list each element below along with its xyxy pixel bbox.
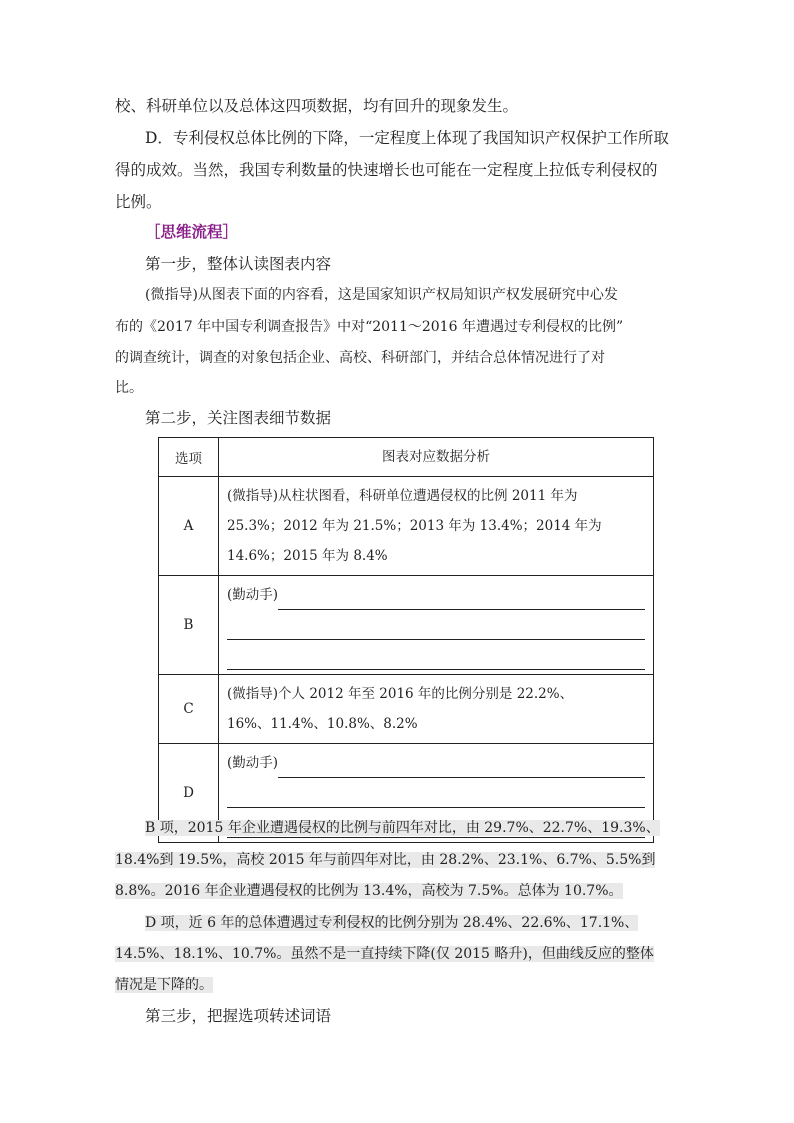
highlighted-text: 18.4%到 19.5%，高校 2015 年与前四年对比，由 28.2%、23.1%、6.7%、5.5%到 bbox=[115, 852, 656, 868]
highlighted-text: D 项，近 6 年的总体遭遇过专利侵权的比例分别为 28.4%、22.6%、17.1%、 bbox=[145, 915, 639, 931]
answer-d-line bbox=[115, 944, 654, 964]
option-cell: D bbox=[159, 744, 219, 843]
answer-b-line bbox=[145, 818, 660, 838]
answer-blank[interactable] bbox=[278, 593, 645, 610]
analysis-cell bbox=[219, 477, 654, 576]
table-row bbox=[159, 576, 654, 675]
step-title: 第三步，把握选项转述词语 bbox=[145, 1007, 332, 1025]
analysis-text: (微指导)个人 2012 年至 2016 年的比例分别是 22.2%、 bbox=[227, 686, 574, 702]
highlighted-text: B 项，2015 年企业遭遇侵权的比例与前四年对比，由 29.7%、22.7%、19.3%、 bbox=[145, 820, 660, 836]
analysis-text: (微指导)从柱状图看，科研单位遭遇侵权的比例 2011 年为 bbox=[227, 488, 578, 504]
analysis-text: 16%、11.4%、10.8%、8.2% bbox=[227, 716, 418, 732]
answer-blank[interactable] bbox=[227, 640, 645, 670]
guide-line: 的调查统计，调查的对象包括企业、高校、科研部门，并结合总体情况进行了对 bbox=[115, 350, 605, 366]
answer-line[interactable] bbox=[227, 748, 645, 778]
header-option: 选项 bbox=[159, 438, 219, 477]
table-row bbox=[159, 675, 654, 744]
analysis-text: 25.3%；2012 年为 21.5%；2013 年为 13.4%；2014 年为 bbox=[227, 518, 602, 534]
option-d-line: 比例。 bbox=[115, 193, 162, 211]
option-cell: A bbox=[159, 477, 219, 576]
answer-b-line bbox=[115, 850, 655, 870]
option-d-line: D．专利侵权总体比例的下降，一定程度上体现了我国知识产权保护工作所取 bbox=[145, 129, 669, 147]
answer-prefix: (勤动手) bbox=[227, 755, 279, 771]
highlighted-text: 8.8%。2016 年企业遭遇侵权的比例为 13.4%，高校为 7.5%。总体为 10.7%。 bbox=[115, 883, 623, 899]
analysis-cell bbox=[219, 576, 654, 675]
answer-blank[interactable] bbox=[227, 610, 645, 640]
option-cell: B bbox=[159, 576, 219, 675]
analysis-text: 14.6%；2015 年为 8.4% bbox=[227, 548, 388, 564]
answer-d-line bbox=[145, 913, 638, 933]
guide-line: (微指导)从图表下面的内容看，这是国家知识产权局知识产权发展研究中心发 bbox=[145, 287, 618, 303]
analysis-table bbox=[158, 437, 654, 843]
table-header-row bbox=[159, 438, 654, 477]
option-cell: C bbox=[159, 675, 219, 744]
highlighted-text: 14.5%、18.1%、10.7%。虽然不是一直持续下降(仅 2015 略升)，但曲线反应的整体 bbox=[115, 946, 654, 962]
step-title: 第一步，整体认读图表内容 bbox=[145, 255, 332, 273]
answer-blank[interactable] bbox=[278, 761, 645, 778]
answer-prefix: (勤动手) bbox=[227, 587, 279, 603]
guide-line: 比。 bbox=[115, 380, 143, 396]
header-analysis: 图表对应数据分析 bbox=[219, 438, 654, 477]
highlighted-text: 情况是下降的。 bbox=[115, 977, 213, 993]
section-heading: ［思维流程］ bbox=[145, 222, 239, 241]
option-d-line: 得的成效。当然，我国专利数量的快速增长也可能在一定程度上拉低专利侵权的 bbox=[115, 161, 658, 179]
guide-line: 布的《2017 年中国专利调查报告》中对“2011～2016 年遭遇过专利侵权的比例” bbox=[115, 319, 624, 335]
table-row bbox=[159, 477, 654, 576]
answer-d-line bbox=[115, 975, 213, 995]
paragraph-line: 校、科研单位以及总体这四项数据，均有回升的现象发生。 bbox=[115, 97, 519, 115]
answer-b-line bbox=[115, 881, 623, 901]
analysis-cell bbox=[219, 675, 654, 744]
step-title: 第二步，关注图表细节数据 bbox=[145, 409, 332, 427]
answer-blank[interactable] bbox=[227, 778, 645, 808]
answer-line[interactable] bbox=[227, 580, 645, 610]
